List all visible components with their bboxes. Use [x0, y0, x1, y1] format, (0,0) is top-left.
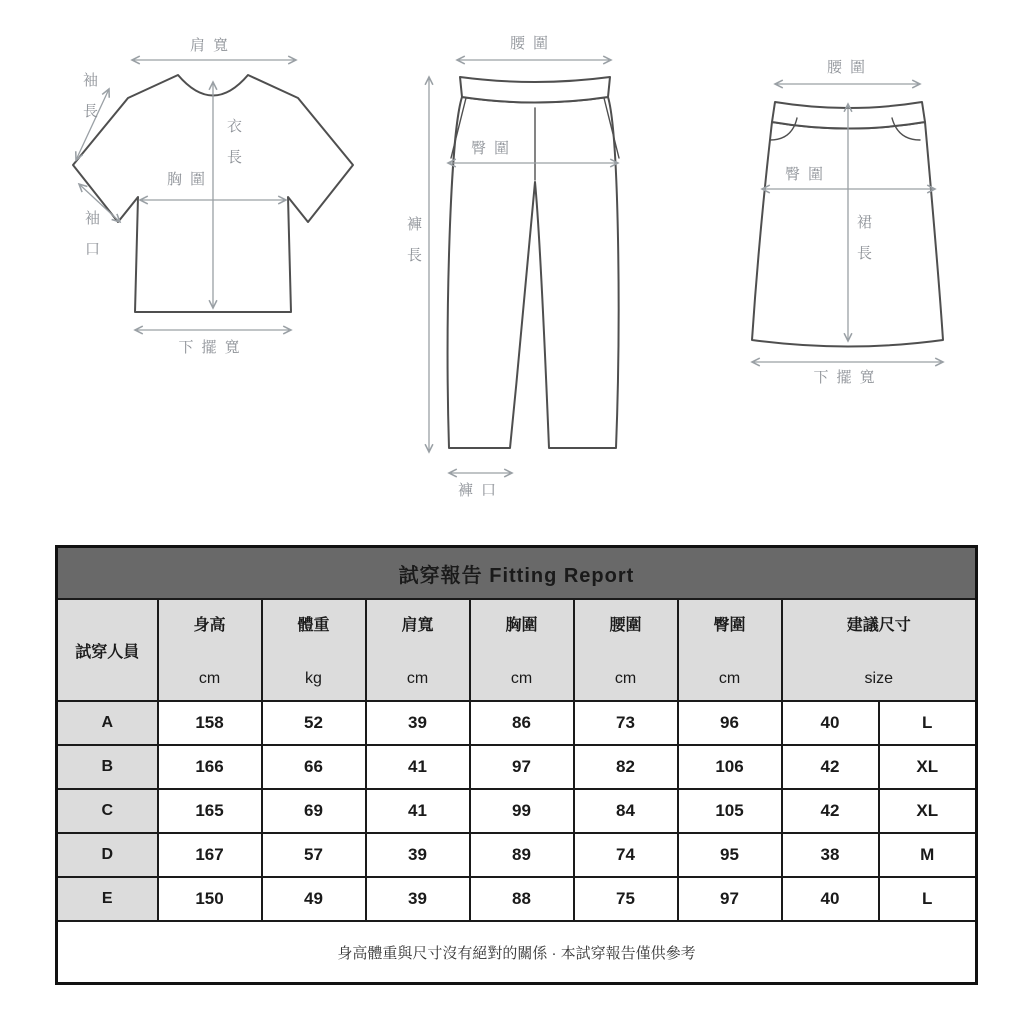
cell-chest: 86 [470, 701, 574, 745]
cell-hip: 105 [678, 789, 782, 833]
header-hip [678, 599, 782, 701]
cell-waist: 73 [574, 701, 678, 745]
cell-hip: 95 [678, 833, 782, 877]
header-label: 身高 [193, 617, 226, 634]
cell-chest: 97 [470, 745, 574, 789]
cell-waist: 84 [574, 789, 678, 833]
tshirt-body-length-label: 衣長 [225, 118, 242, 180]
header-chest [470, 599, 574, 701]
table-title: 試穿報告 Fitting Report [57, 547, 977, 600]
cell-hip: 97 [678, 877, 782, 921]
cell-waist: 74 [574, 833, 678, 877]
header-person: 試穿人員 [57, 599, 158, 701]
cell-weight: 57 [262, 833, 366, 877]
tshirt-shoulder-width-label: 肩寬 [189, 37, 236, 54]
cell-size-num: 40 [782, 877, 879, 921]
tshirt-cuff-label: 袖口 [83, 210, 100, 272]
cell-shoulder: 39 [366, 701, 470, 745]
cell-shoulder: 41 [366, 745, 470, 789]
cell-weight: 69 [262, 789, 366, 833]
header-unit: cm [406, 670, 429, 687]
cell-waist: 82 [574, 745, 678, 789]
pants-length-label: 褲長 [405, 216, 422, 278]
cell-shoulder: 41 [366, 789, 470, 833]
cell-size-num: 42 [782, 789, 879, 833]
cell-weight: 49 [262, 877, 366, 921]
header-label: 建議尺寸 [846, 617, 911, 634]
tshirt-chest-label: 胸圍 [166, 171, 213, 188]
table-row [57, 833, 977, 877]
header-shoulder [366, 599, 470, 701]
cell-person: B [57, 745, 158, 789]
pants-drawing [400, 20, 660, 520]
cell-size-letter: L [879, 701, 977, 745]
cell-height: 167 [158, 833, 262, 877]
pants-hip-label: 臀圍 [470, 140, 517, 157]
cell-chest: 99 [470, 789, 574, 833]
table-row [57, 877, 977, 921]
skirt-waist-label: 腰圍 [826, 59, 873, 76]
cell-hip: 106 [678, 745, 782, 789]
pants-leg-opening-label: 褲口 [457, 482, 504, 499]
header-label: 胸圍 [505, 617, 538, 634]
tshirt-diagram [40, 20, 380, 360]
cell-size-num: 42 [782, 745, 879, 789]
header-label: 腰圍 [609, 617, 642, 634]
table-row [57, 701, 977, 745]
pants-diagram [400, 20, 660, 520]
header-unit: size [864, 670, 893, 687]
table-footnote: 身高體重與尺寸沒有絕對的關係 · 本試穿報告僅供參考 [57, 921, 977, 984]
header-unit: cm [718, 670, 741, 687]
tshirt-sleeve-length-label: 袖長 [81, 72, 98, 134]
header-height [158, 599, 262, 701]
header-label: 肩寬 [401, 617, 434, 634]
fitting-report-table [55, 545, 978, 985]
cell-size-letter: L [879, 877, 977, 921]
cell-weight: 66 [262, 745, 366, 789]
cell-person: A [57, 701, 158, 745]
skirt-hem-width-label: 下擺寬 [813, 369, 883, 386]
skirt-length-label: 裙長 [855, 214, 872, 276]
pants-waistband [460, 77, 610, 103]
pants-waist-label: 腰圍 [509, 35, 556, 52]
cell-shoulder: 39 [366, 833, 470, 877]
cell-size-num: 40 [782, 701, 879, 745]
cell-person: E [57, 877, 158, 921]
cell-shoulder: 39 [366, 877, 470, 921]
tshirt-hem-width-label: 下擺寬 [178, 339, 248, 356]
cell-height: 166 [158, 745, 262, 789]
tshirt-drawing [40, 20, 380, 360]
header-suggested-size [782, 599, 977, 701]
skirt-hip-label: 臀圍 [784, 166, 831, 183]
header-unit: cm [614, 670, 637, 687]
cell-person: C [57, 789, 158, 833]
cell-chest: 88 [470, 877, 574, 921]
table-row [57, 745, 977, 789]
header-unit: cm [198, 670, 221, 687]
header-unit: cm [510, 670, 533, 687]
cell-size-num: 38 [782, 833, 879, 877]
cell-person: D [57, 833, 158, 877]
cell-height: 150 [158, 877, 262, 921]
cell-weight: 52 [262, 701, 366, 745]
header-label: 臀圍 [713, 617, 746, 634]
skirt-diagram [730, 40, 1010, 400]
cell-hip: 96 [678, 701, 782, 745]
header-unit: kg [305, 670, 322, 687]
cell-size-letter: M [879, 833, 977, 877]
cell-height: 158 [158, 701, 262, 745]
cell-chest: 89 [470, 833, 574, 877]
header-label: 體重 [297, 617, 330, 634]
header-weight [262, 599, 366, 701]
cell-size-letter: XL [879, 789, 977, 833]
header-waist [574, 599, 678, 701]
cell-size-letter: XL [879, 745, 977, 789]
table-row [57, 789, 977, 833]
cell-height: 165 [158, 789, 262, 833]
cell-waist: 75 [574, 877, 678, 921]
